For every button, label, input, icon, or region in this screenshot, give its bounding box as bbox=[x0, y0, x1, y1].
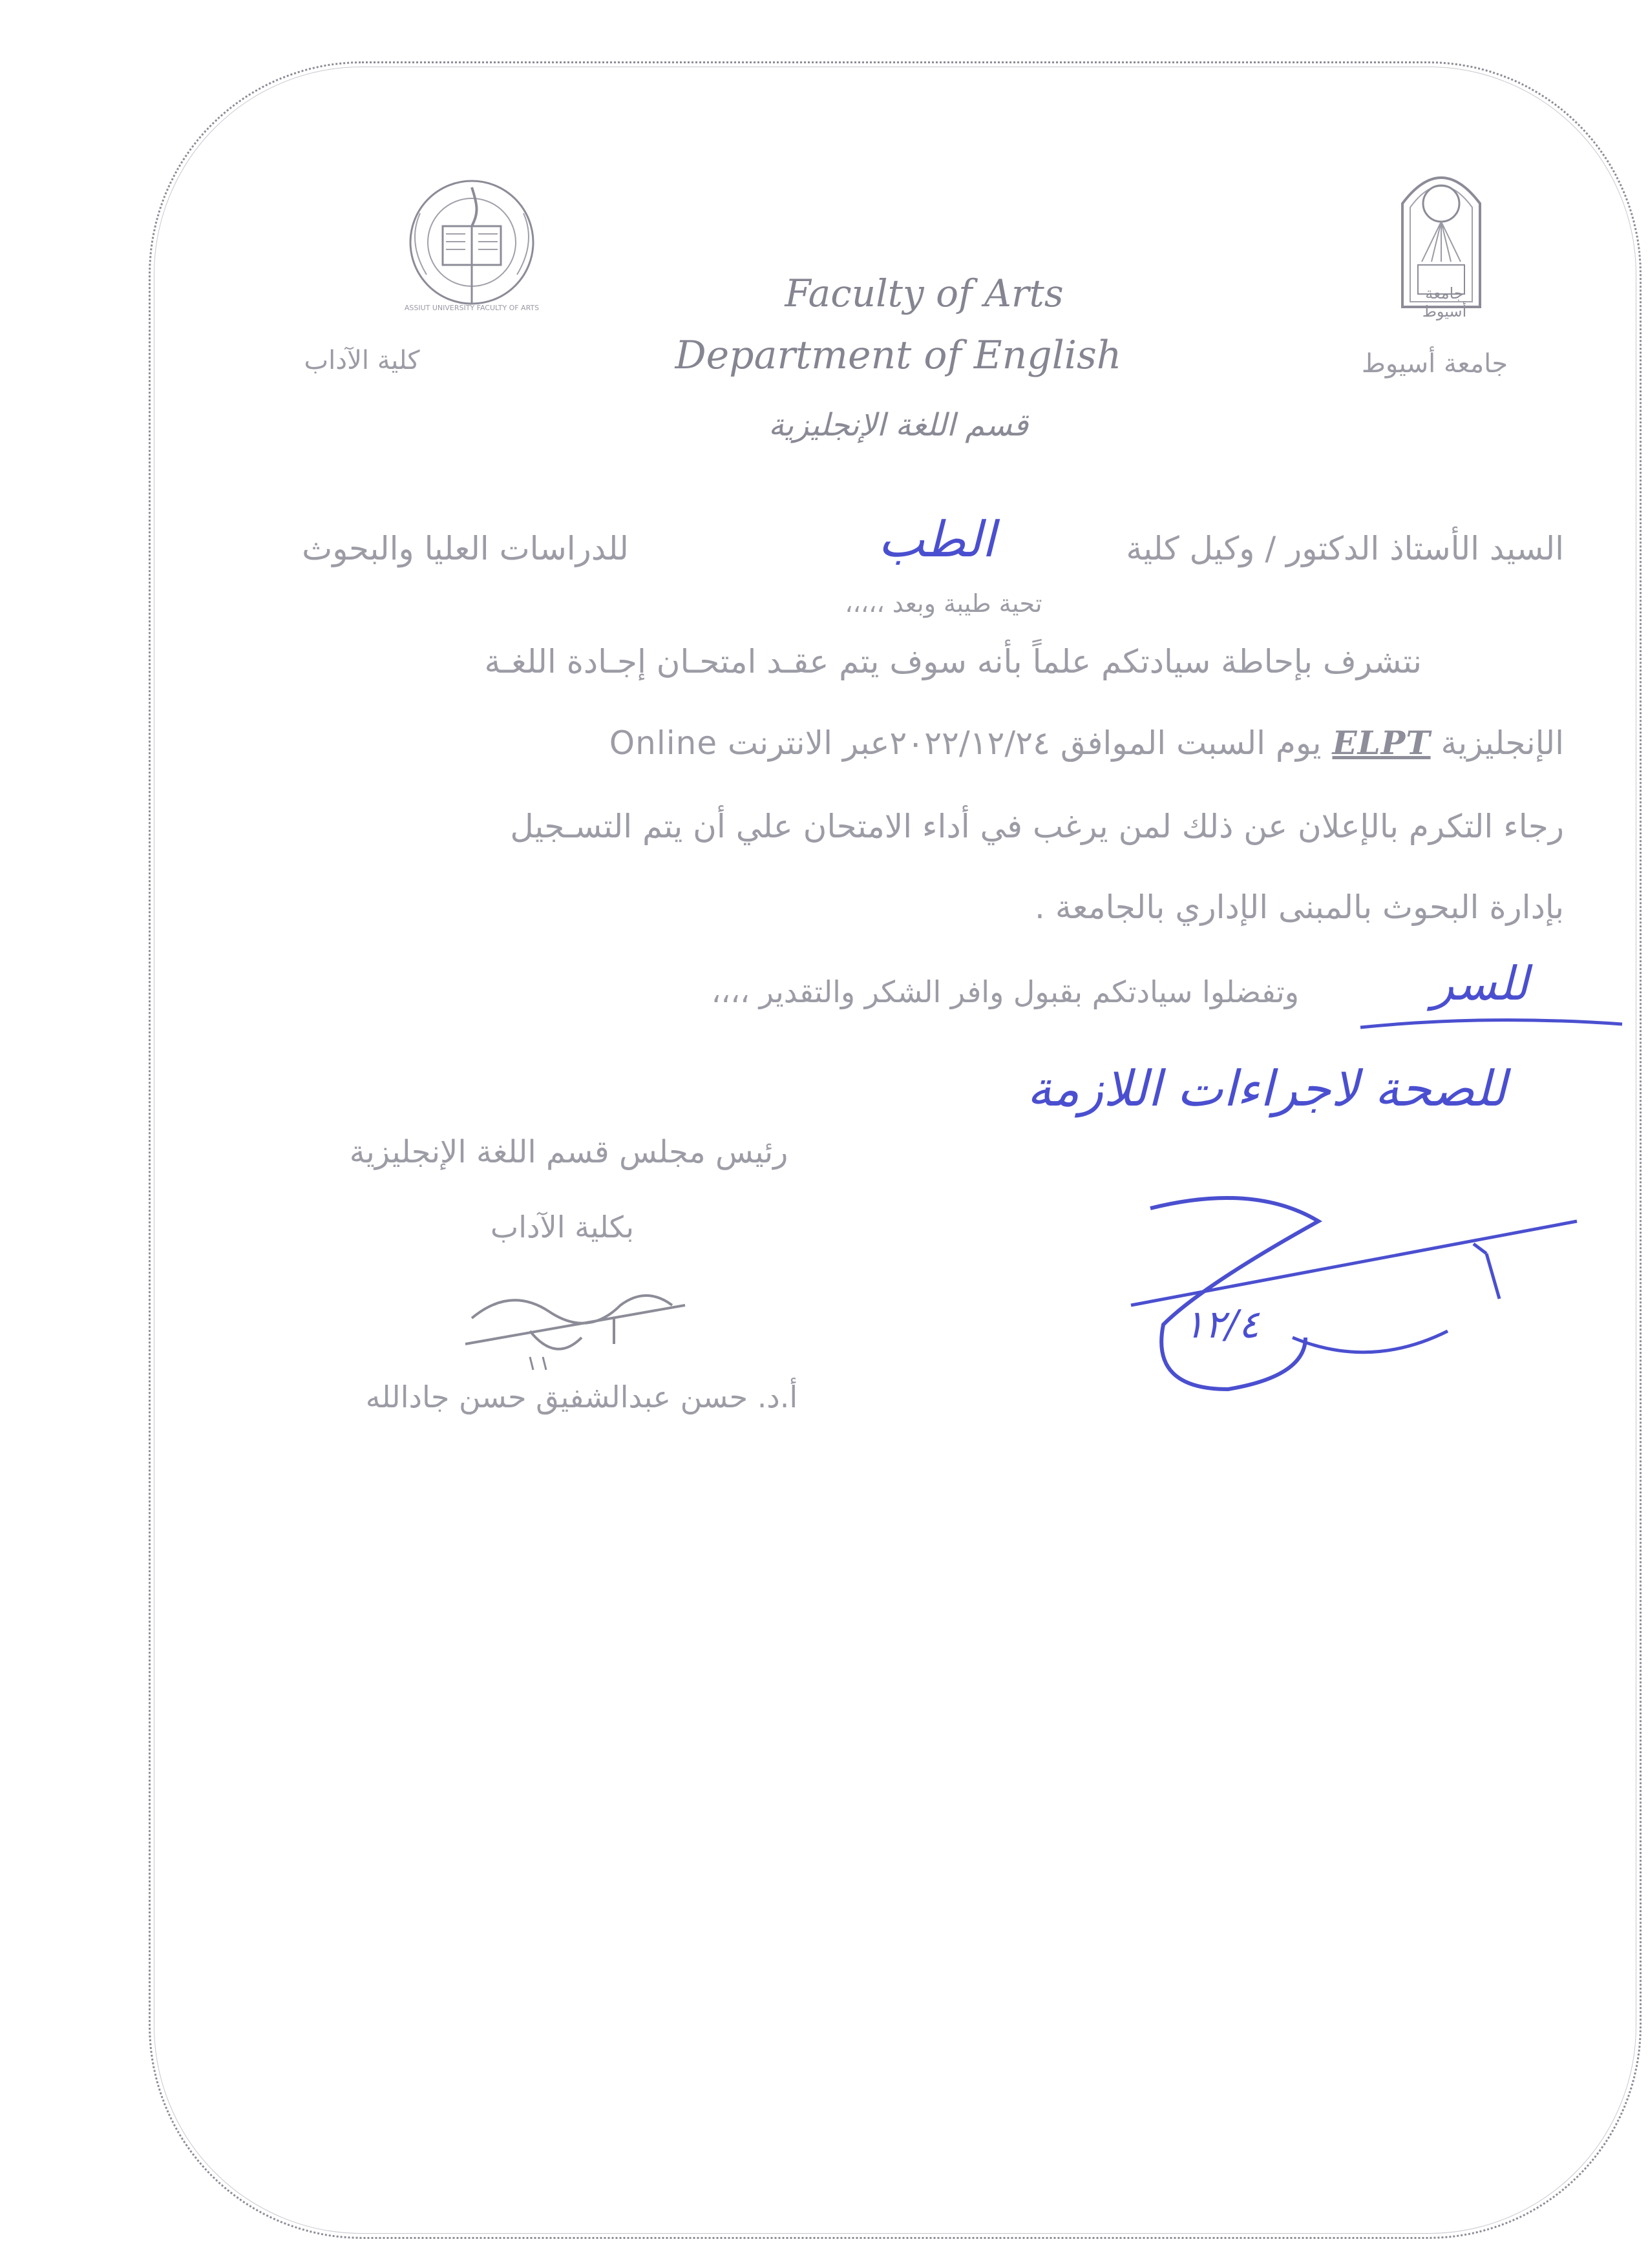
university-logo-caption: جامعة أسيوط bbox=[1422, 284, 1467, 320]
body-line-2-start: الإنجليزية bbox=[1441, 724, 1564, 762]
signatory-name: أ.د. حسن عبدالشفيق حسن جادالله bbox=[365, 1380, 798, 1414]
signatory-title: رئيس مجلس قسم اللغة الإنجليزية bbox=[349, 1134, 788, 1170]
closing-line: وتفضلوا سيادتكم بقبول وافر الشكر والتقدير ،،،، bbox=[711, 974, 1299, 1009]
department-title-ar: قسم اللغة الإنجليزية bbox=[768, 407, 1028, 443]
handwritten-date: ١٢/٤ bbox=[1183, 1302, 1260, 1347]
body-line-2-end: يوم السبت الموافق ٢٠٢٢/١٢/٢٤عبر الانترنت Online bbox=[609, 724, 1322, 762]
body-line-1: نتشرف بإحاطة سيادتكم علماً بأنه سوف يتم عقـد امتحـان إجـادة اللغـة bbox=[484, 643, 1422, 680]
greeting: تحية طيبة وبعد ،،،،، bbox=[845, 589, 1042, 618]
faculty-logo-caption: ASSIUT UNIVERSITY FACULTY OF ARTS bbox=[404, 304, 540, 312]
university-name-ar: جامعة أسيوط bbox=[1361, 349, 1508, 379]
faculty-name-ar: كلية الآداب bbox=[304, 346, 420, 375]
signatory-faculty: بكلية الآداب bbox=[490, 1210, 635, 1244]
faculty-title-en: Faculty of Arts bbox=[785, 271, 1064, 315]
signatory-signature bbox=[452, 1273, 698, 1376]
handwritten-underline bbox=[1357, 1008, 1629, 1040]
addressee-department: للدراسات العليا والبحوث bbox=[302, 530, 629, 567]
addressee-title: السيد الأستاذ الدكتور / وكيل كلية bbox=[1126, 530, 1564, 567]
department-title-en: Department of English bbox=[675, 333, 1122, 378]
handwritten-faculty-name: الطب bbox=[878, 510, 995, 568]
body-line-3: رجاء التكرم بالإعلان عن ذلك لمن يرغب في أداء الامتحان علي أن يتم التسـجيل bbox=[510, 808, 1564, 845]
handwritten-note-1: للسر bbox=[1431, 956, 1528, 1011]
handwritten-note-2: للصحة لاجراءات اللازمة bbox=[1027, 1060, 1506, 1117]
elpt-label: ELPT bbox=[1332, 724, 1431, 762]
body-line-2 bbox=[317, 724, 1564, 762]
body-line-4: بإدارة البحوث بالمبنى الإداري بالجامعة . bbox=[1035, 888, 1564, 926]
faculty-of-arts-logo bbox=[381, 174, 562, 310]
